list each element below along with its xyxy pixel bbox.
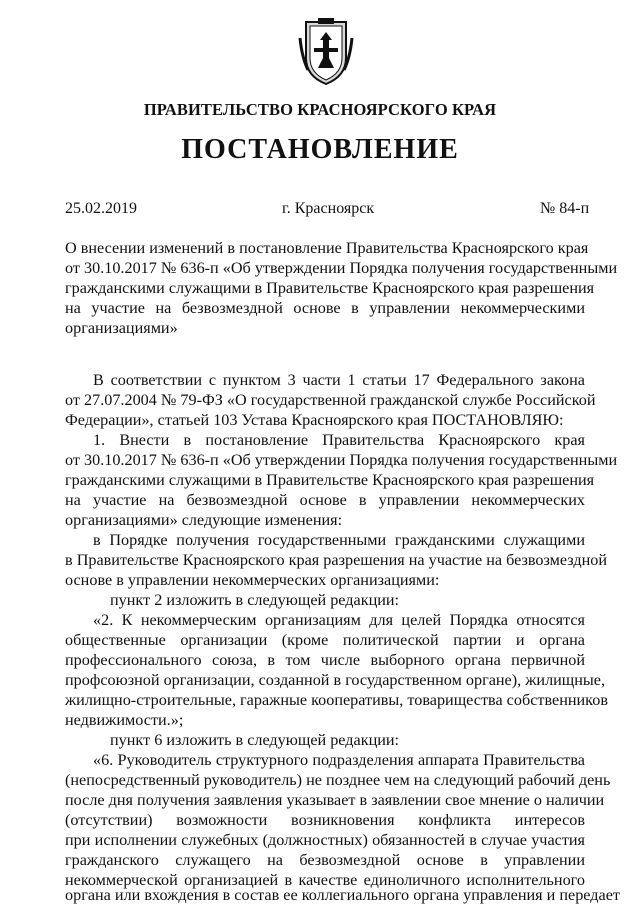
text-line: пункт 2 изложить в следующей редакции: — [110, 591, 400, 609]
text-line: от 30.10.2017 № 636-п «Об утверждении Порядка получения государственными — [65, 259, 618, 277]
text-line: профессионального союза, в том числе выборного органа первичной — [65, 651, 585, 669]
text-line: 1. Внести в постановление Правительства Красноярского края — [93, 431, 585, 449]
text-line: органа или вхождения в состав ее коллегиального органа управления и передает — [65, 886, 620, 904]
text-line: жилищно-строительные, гаражные кооперативы, товарищества собственников — [65, 691, 608, 709]
text-line: при исполнении служебных (должностных) обязанностей в случае участия — [65, 831, 585, 849]
text-line: (непосредственный руководитель) не позднее чем на следующий рабочий день — [65, 771, 611, 789]
text-line: В соответствии с пунктом 3 части 1 статьи 17 Федерального закона — [93, 371, 585, 389]
text-line: от 30.10.2017 № 636-п «Об утверждении Порядка получения государственными — [65, 451, 618, 469]
text-line: организациями» следующие изменения: — [65, 511, 343, 529]
document-date: 25.02.2019 — [65, 200, 137, 217]
text-line: недвижимости.»; — [65, 711, 184, 729]
text-line: «2. К некоммерческим организациям для целей Порядка относятся — [93, 611, 585, 629]
text-line: профсоюзной организации, созданной в государственном органе), жилищные, — [65, 671, 606, 689]
text-line: общественные организации (кроме политической партии и органа — [65, 631, 585, 649]
text-line: некоммерческой организацией в качестве единоличного исполнительного — [65, 871, 585, 889]
text-line: на участие на безвозмездной основе в управлении некоммерческих — [65, 491, 585, 509]
government-name: ПРАВИТЕЛЬСТВО КРАСНОЯРСКОГО КРАЯ — [143, 100, 497, 119]
text-line: основе в управлении некоммерческих организациями: — [65, 571, 440, 589]
text-line: гражданскими служащими в Правительстве Красноярского края разрешения — [65, 471, 595, 489]
document-type-title: ПОСТАНОВЛЕНИЕ — [181, 134, 459, 165]
document-number: № 84-п — [540, 200, 590, 217]
text-line: О внесении изменений в постановление Правительства Красноярского края — [65, 239, 589, 257]
text-line: Федерации», статьей 103 Устава Красноярского края ПОСТАНОВЛЯЮ: — [65, 411, 564, 429]
text-line: от 27.07.2004 № 79-ФЗ «О государственной гражданской службе Российской — [65, 391, 596, 409]
text-line: организациями» — [65, 319, 178, 337]
text-line: пункт 6 изложить в следующей редакции: — [110, 731, 400, 749]
document-city: г. Красноярск — [282, 200, 375, 217]
text-line: в Правительстве Красноярского края разрешения на участие на безвозмездной — [65, 551, 608, 569]
text-line: гражданского служащего на безвозмездной основе в управлении — [65, 851, 585, 869]
text-line: «6. Руководитель структурного подразделения аппарата Правительства — [93, 751, 585, 769]
text-line: на участие на безвозмездной основе в управлении некоммерческими — [65, 299, 585, 317]
text-line: в Порядке получения государственными гражданскими служащими — [93, 531, 585, 549]
coat-of-arms-emblem — [296, 18, 356, 86]
text-line: (отсутствии) возможности возникновения конфликта интересов — [65, 811, 585, 829]
text-line: гражданскими служащими в Правительстве Красноярского края разрешения — [65, 279, 595, 297]
text-line: после дня получения заявления указывает в заявлении свое мнение о наличии — [65, 791, 605, 809]
